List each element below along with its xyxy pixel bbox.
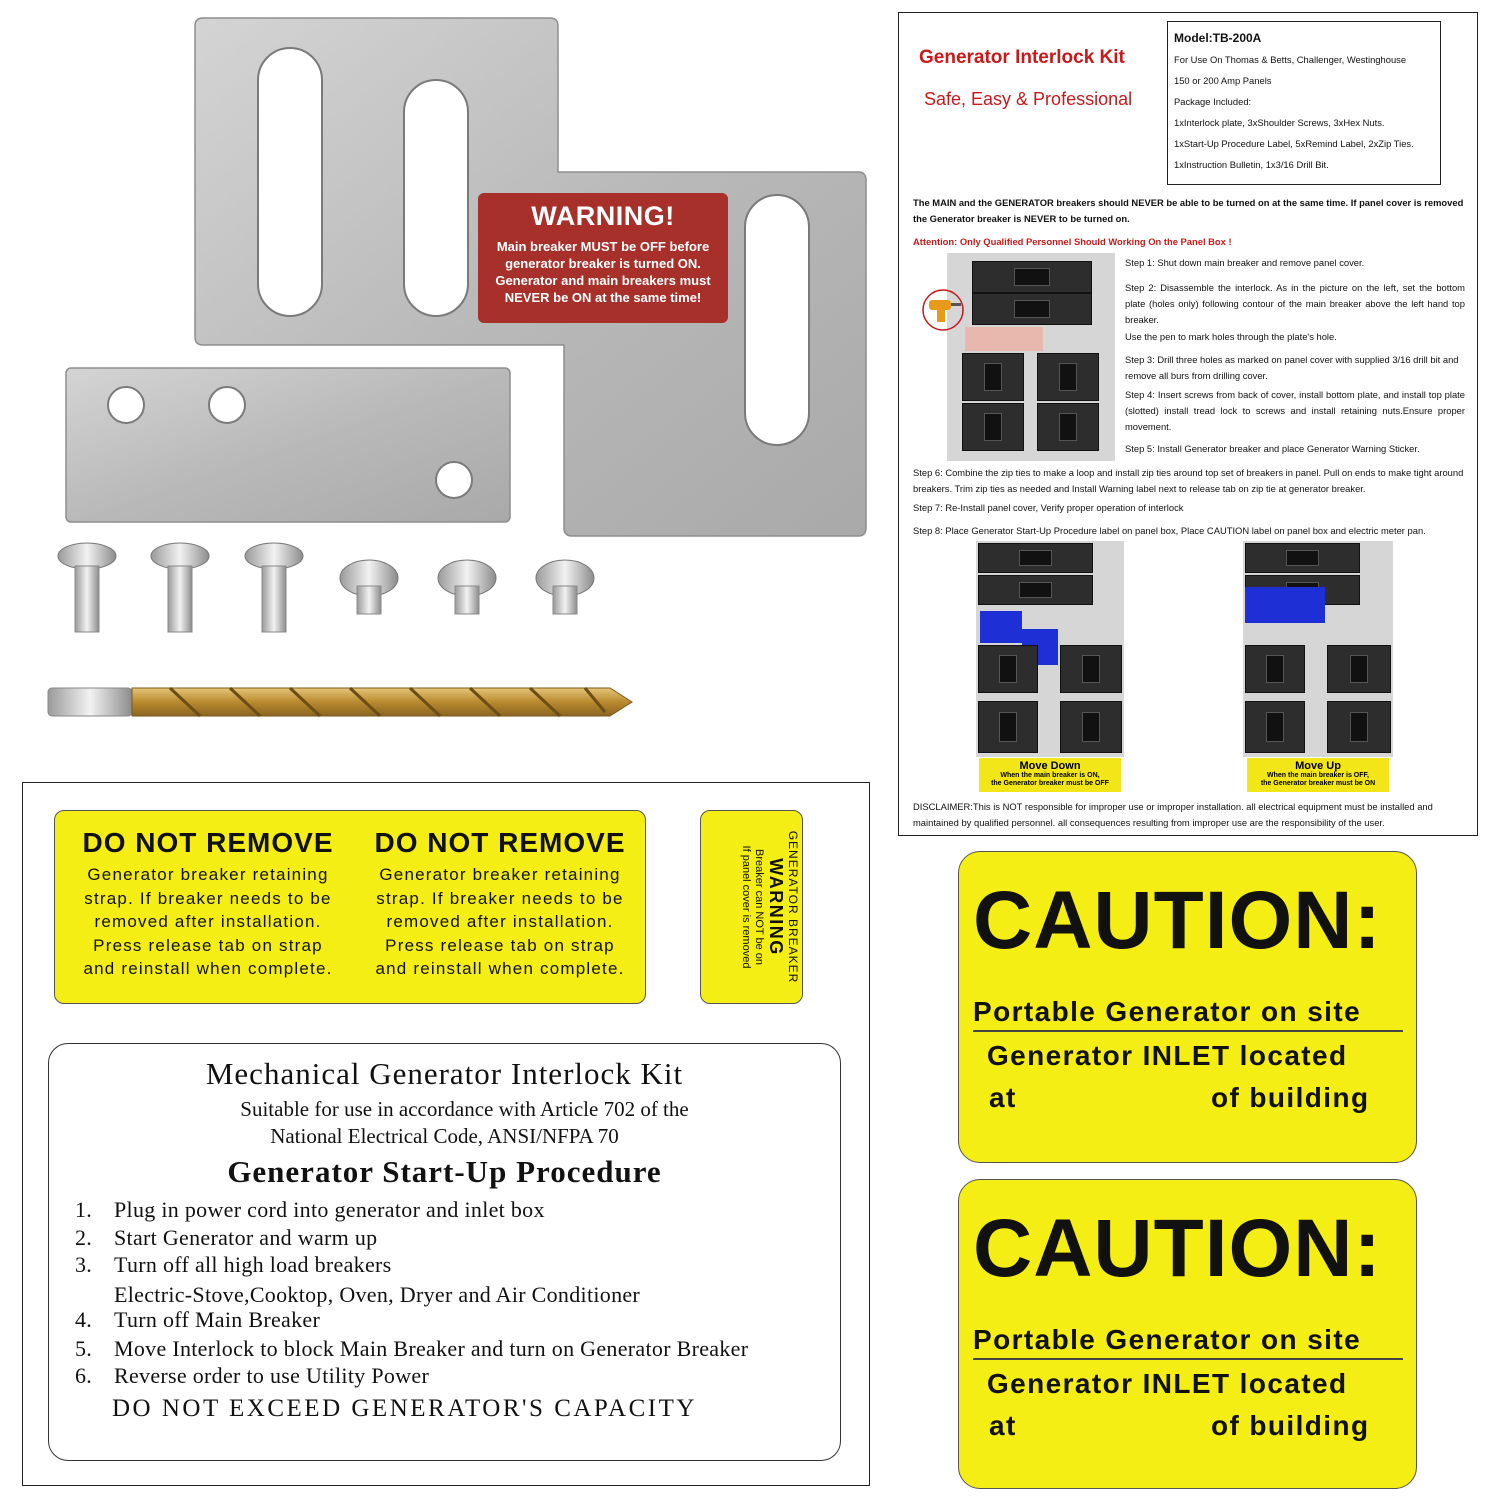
step-number: 5. bbox=[75, 1336, 93, 1361]
step-number: 1. bbox=[75, 1197, 93, 1222]
step-2b: Use the pen to mark holes through the plate's hole. bbox=[1125, 331, 1337, 342]
step-3: Step 3: Drill three holes as marked on panel cover with supplied 3/16 drill bit and remove all burs from drilling cover. bbox=[1125, 354, 1459, 381]
use-on-text: For Use On Thomas & Betts, Challenger, Westinghouse bbox=[1174, 54, 1407, 65]
dnr-line: Press release tab on strap bbox=[385, 935, 615, 955]
panel-diagram-move-down bbox=[976, 541, 1124, 757]
caution-line: Generator INLET located bbox=[987, 1368, 1348, 1399]
breaker bbox=[1327, 701, 1391, 753]
hex-nut-3 bbox=[536, 560, 594, 614]
dnr-title: DO NOT REMOVE bbox=[82, 827, 334, 858]
move-up-label bbox=[1247, 758, 1389, 792]
plate-warning-line: Generator and main breakers must bbox=[495, 273, 711, 288]
vertical-label-line: If panel cover is removed bbox=[739, 845, 752, 969]
hex-nut-1 bbox=[340, 560, 398, 614]
plate-warning-line: Main breaker MUST be OFF before bbox=[496, 239, 710, 254]
caution-line: Portable Generator on site bbox=[973, 996, 1403, 1032]
plate-warning-line: generator breaker is turned ON. bbox=[505, 256, 701, 271]
caution-label-2 bbox=[958, 1179, 1417, 1489]
step-2: Step 2: Disassemble the interlock. As in the picture on the left, set the bottom plate (holes only) following contour of the main breaker above the left hand top breaker. bbox=[1125, 282, 1465, 325]
step-number: 3. bbox=[75, 1252, 93, 1277]
move-up-title: Move Up bbox=[1295, 760, 1341, 772]
sheet-attention: Attention: Only Qualified Personnel Should Working On the Panel Box ! bbox=[913, 236, 1232, 247]
dnr-line: strap. If breaker needs to be bbox=[84, 888, 332, 908]
do-not-remove-left bbox=[63, 827, 353, 981]
hex-nut-2 bbox=[438, 560, 496, 614]
package-title: Package Included: bbox=[1174, 96, 1252, 107]
procedure-title: Mechanical Generator Interlock Kit bbox=[205, 1056, 684, 1091]
breaker bbox=[978, 701, 1038, 753]
do-not-remove-right bbox=[355, 827, 645, 981]
generator-breaker-warning-label bbox=[700, 810, 803, 1004]
step-text: Start Generator and warm up bbox=[114, 1225, 378, 1250]
move-up-sub: When the main breaker is OFF, bbox=[1267, 772, 1369, 779]
breaker bbox=[1245, 543, 1360, 573]
breaker bbox=[1245, 701, 1305, 753]
disclaimer: DISCLAIMER:This is NOT responsible for improper use or improper installation. all electrical equipment must be installed and maintained by qualified personnel. all consequences resulting from improper use are the responsibility of the user. bbox=[913, 801, 1433, 828]
shoulder-screw-1 bbox=[58, 543, 116, 632]
procedure-heading: Generator Start-Up Procedure bbox=[227, 1154, 662, 1189]
step-text: Move Interlock to block Main Breaker and turn on Generator Breaker bbox=[114, 1336, 749, 1361]
procedure-subtitle: Suitable for use in accordance with Article 702 of the bbox=[240, 1097, 689, 1121]
breaker bbox=[1060, 645, 1122, 693]
breaker bbox=[1037, 403, 1099, 451]
step-text: Plug in power cord into generator and inlet box bbox=[114, 1197, 545, 1222]
plates-svg bbox=[0, 0, 900, 760]
plate-warning-line: NEVER be ON at the same time! bbox=[504, 290, 702, 305]
procedure-footer: DO NOT EXCEED GENERATOR'S CAPACITY bbox=[112, 1395, 697, 1422]
step-text: Turn off Main Breaker bbox=[114, 1307, 321, 1332]
sheet-tagline: Safe, Easy & Professional bbox=[924, 89, 1133, 109]
vertical-label-warning: WARNING bbox=[765, 858, 786, 956]
interlock-plates-photo bbox=[0, 0, 900, 560]
caution-at: at bbox=[989, 1410, 1017, 1441]
step-text: Reverse order to use Utility Power bbox=[114, 1363, 430, 1388]
breaker bbox=[978, 575, 1093, 605]
slot-1 bbox=[258, 48, 322, 316]
step-8: Step 8: Place Generator Start-Up Procedure label on panel box, Place CAUTION label on panel box and electric meter pan. bbox=[913, 525, 1426, 536]
breaker bbox=[1060, 701, 1122, 753]
shoulder-screw-2 bbox=[151, 543, 209, 632]
step-number: 6. bbox=[75, 1363, 93, 1388]
sheet-title: Generator Interlock Kit bbox=[919, 47, 1125, 68]
model-number: Model:TB-200A bbox=[1174, 31, 1262, 45]
breaker bbox=[1327, 645, 1391, 693]
hole-2 bbox=[209, 387, 245, 423]
caution-of-building: of building bbox=[1211, 1410, 1370, 1441]
breaker bbox=[978, 645, 1038, 693]
hole-3 bbox=[436, 462, 472, 498]
slot-3 bbox=[745, 195, 809, 445]
dnr-title: DO NOT REMOVE bbox=[374, 827, 626, 858]
step-text: Electric-Stove,Cooktop, Oven, Dryer and Air Conditioner bbox=[114, 1282, 641, 1307]
breaker bbox=[978, 543, 1093, 573]
dnr-line: and reinstall when complete. bbox=[83, 959, 333, 978]
breaker bbox=[1245, 645, 1305, 693]
interlock-plate bbox=[980, 611, 1022, 643]
main-breaker-bottom bbox=[972, 293, 1092, 325]
drill-bit bbox=[48, 688, 632, 716]
plate-warning-title: WARNING! bbox=[531, 201, 675, 231]
caution-label-1 bbox=[958, 851, 1417, 1163]
panel-diagram-1 bbox=[947, 253, 1115, 461]
caution-at: at bbox=[989, 1082, 1017, 1113]
move-down-label bbox=[979, 758, 1121, 792]
package-line: 1xStart-Up Procedure Label, 5xRemind Label, 2xZip Ties. bbox=[1174, 138, 1414, 149]
move-down-sub: the Generator breaker must be OFF bbox=[991, 780, 1109, 787]
step-7: Step 7: Re-Install panel cover, Verify proper operation of interlock bbox=[913, 502, 1184, 513]
step-1: Step 1: Shut down main breaker and remove panel cover. bbox=[1125, 257, 1365, 268]
dnr-line: Generator breaker retaining bbox=[87, 865, 329, 884]
panel-diagram-move-up bbox=[1243, 541, 1393, 757]
model-box bbox=[1167, 21, 1441, 185]
instruction-sheet bbox=[898, 12, 1478, 836]
move-up-sub: the Generator breaker must be ON bbox=[1260, 780, 1376, 787]
caution-line: Generator INLET located bbox=[987, 1040, 1348, 1071]
dnr-line: strap. If breaker needs to be bbox=[376, 888, 624, 908]
sheet-intro: The MAIN and the GENERATOR breakers should NEVER be able to be turned on at the same time. If panel cover is removed the Generator breaker is NEVER to be turned on. bbox=[913, 197, 1464, 224]
step-5: Step 5: Install Generator breaker and place Generator Warning Sticker. bbox=[1125, 443, 1420, 454]
step-number: 2. bbox=[75, 1225, 93, 1250]
breaker bbox=[1037, 353, 1099, 401]
breaker bbox=[962, 353, 1024, 401]
move-down-title: Move Down bbox=[1019, 760, 1081, 772]
plate-marker bbox=[965, 327, 1043, 351]
step-6: Step 6: Combine the zip ties to make a loop and install zip ties around top set of breakers in panel. Pull on ends to make tight around breakers. Trim zip ties as needed and Install Warning label next to release tab on zip tie at generator breaker. bbox=[913, 467, 1464, 494]
package-line: 1xInstruction Bulletin, 1x3/16 Drill Bit. bbox=[1174, 159, 1329, 170]
step-number: 4. bbox=[75, 1307, 93, 1332]
shoulder-screw-3 bbox=[245, 543, 303, 632]
dnr-line: Press release tab on strap bbox=[93, 935, 323, 955]
dnr-line: and reinstall when complete. bbox=[375, 959, 625, 978]
panels-text: 150 or 200 Amp Panels bbox=[1174, 75, 1272, 86]
caution-line: Portable Generator on site bbox=[973, 1324, 1403, 1360]
hole-1 bbox=[108, 387, 144, 423]
package-line: 1xInterlock plate, 3xShoulder Screws, 3xHex Nuts. bbox=[1174, 117, 1385, 128]
caution-title: CAUTION: bbox=[973, 875, 1382, 966]
slot-2 bbox=[404, 80, 468, 316]
main-breaker-top bbox=[972, 261, 1092, 293]
drill-icon bbox=[917, 288, 969, 332]
interlock-plate bbox=[1245, 587, 1325, 623]
dnr-line: removed after installation. bbox=[386, 912, 614, 931]
step-4: Step 4: Insert screws from back of cover, install bottom plate, and install top plate (slotted) install tread lock to screws and install retaining nuts.Ensure proper movement. bbox=[1125, 389, 1465, 432]
caution-title: CAUTION: bbox=[973, 1203, 1382, 1294]
vertical-label-heading: GENERATOR BREAKER bbox=[785, 830, 800, 984]
dnr-line: removed after installation. bbox=[94, 912, 322, 931]
plate-warning-label bbox=[478, 193, 728, 323]
start-up-procedure-label bbox=[48, 1043, 841, 1461]
vertical-label-line: Breaker can NOT be on bbox=[752, 849, 765, 965]
procedure-subtitle: National Electrical Code, ANSI/NFPA 70 bbox=[270, 1124, 619, 1148]
move-down-sub: When the main breaker is ON, bbox=[1000, 772, 1100, 779]
breaker bbox=[962, 403, 1024, 451]
caution-of-building: of building bbox=[1211, 1082, 1370, 1113]
dnr-line: Generator breaker retaining bbox=[379, 865, 621, 884]
do-not-remove-label bbox=[54, 810, 646, 1004]
step-text: Turn off all high load breakers bbox=[114, 1252, 392, 1277]
